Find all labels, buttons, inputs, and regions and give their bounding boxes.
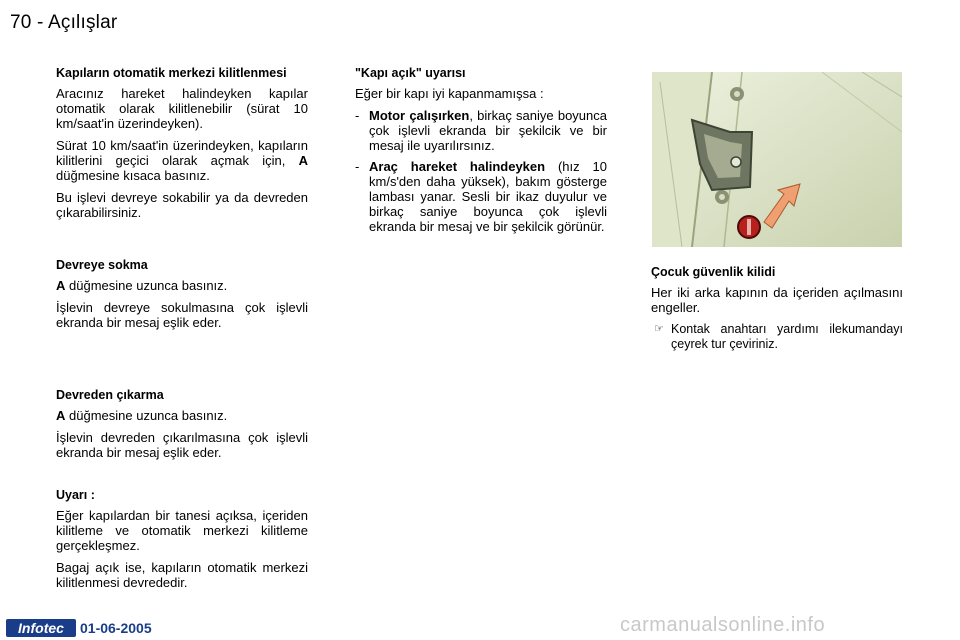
warning-paragraph-2: Bagaj açık ise, kapıların otomatik merkezi kilitlenmesi devrededir. <box>56 560 308 590</box>
right-column <box>651 265 903 352</box>
activation-heading: Devreye sokma <box>56 258 148 272</box>
page-title: Açılışlar <box>48 12 118 33</box>
activation-paragraph-2: İşlevin devreye sokulmasına çok işlevli ekranda bir mesaj eşlik eder. <box>56 300 308 330</box>
child-lock-paragraph: Her iki arka kapının da içeriden açılmasını engeller. <box>651 285 903 315</box>
list-item: - Motor çalışırken, birkaç saniye boyunca çok işlevli ekranda bir şekilcik ve bir mesaj ile uyarılırsınız. <box>355 108 607 153</box>
button-a-ref: A <box>56 408 66 423</box>
header-separator: - <box>37 12 44 33</box>
child-lock-note: ☞ Kontak anahtarı yardımı ilekumandayı çeyrek tur çeviriniz. <box>654 322 903 351</box>
deactivation-paragraph-2: İşlevin devreden çıkarılmasına çok işlevli ekranda bir mesaj eşlik eder. <box>56 430 308 460</box>
activation-section <box>56 258 308 337</box>
page-number: 70 <box>10 12 32 33</box>
auto-lock-paragraph-2: Sürat 10 km/saat'in üzerindeyken, kapıların kilitlerini geçici olarak açmak için, A düğmesine kısaca basınız. <box>56 138 308 183</box>
child-lock-heading: Çocuk güvenlik kilidi <box>651 265 776 279</box>
warning-section <box>56 488 308 597</box>
door-open-intro: Eğer bir kapı iyi kapanmamışsa : <box>355 86 544 101</box>
deactivation-heading: Devreden çıkarma <box>56 388 164 402</box>
auto-lock-paragraph-1: Aracınız hareket halindeyken kapılar otomatik olarak kilitlenebilir (sürat 10 km/saat'in üzerindeyken). <box>56 86 308 131</box>
deactivation-section <box>56 388 308 467</box>
door-lock-illustration <box>652 72 902 247</box>
auto-lock-heading: Kapıların otomatik merkezi kilitlenmesi <box>56 66 287 80</box>
deactivation-paragraph-1: A düğmesine uzunca basınız. <box>56 408 228 423</box>
warning-heading: Uyarı : <box>56 488 95 502</box>
left-column <box>56 66 308 227</box>
warning-paragraph-1: Eğer kapılardan bir tanesi açıksa, içeriden kilitleme ve otomatik merkezi kilitleme gerçekleşmez. <box>56 508 308 553</box>
pointing-hand-icon: ☞ <box>654 323 664 335</box>
button-a-ref: A <box>298 153 308 168</box>
page-header <box>10 12 117 34</box>
door-open-heading: "Kapı açık" uyarısı <box>355 66 466 80</box>
list-item: - Araç hareket halindeyken (hız 10 km/s'den daha yüksek), bakım gösterge lambası yanar. Sesli bir ikaz duyulur ve birkaç saniye boyunca çok işlevli ekranda bir mesaj ve bir şekilcik görünür. <box>355 159 607 234</box>
watermark: carmanualsonline.info <box>620 614 826 636</box>
activation-paragraph-1: A düğmesine uzunca basınız. <box>56 278 228 293</box>
middle-column <box>355 66 607 240</box>
infotec-logo: Infotec <box>6 619 76 637</box>
footer-date: 01-06-2005 <box>80 620 152 636</box>
door-open-list <box>355 108 607 234</box>
button-a-ref: A <box>56 278 66 293</box>
auto-lock-paragraph-3: Bu işlevi devreye sokabilir ya da devreden çıkarabilirsiniz. <box>56 190 308 220</box>
